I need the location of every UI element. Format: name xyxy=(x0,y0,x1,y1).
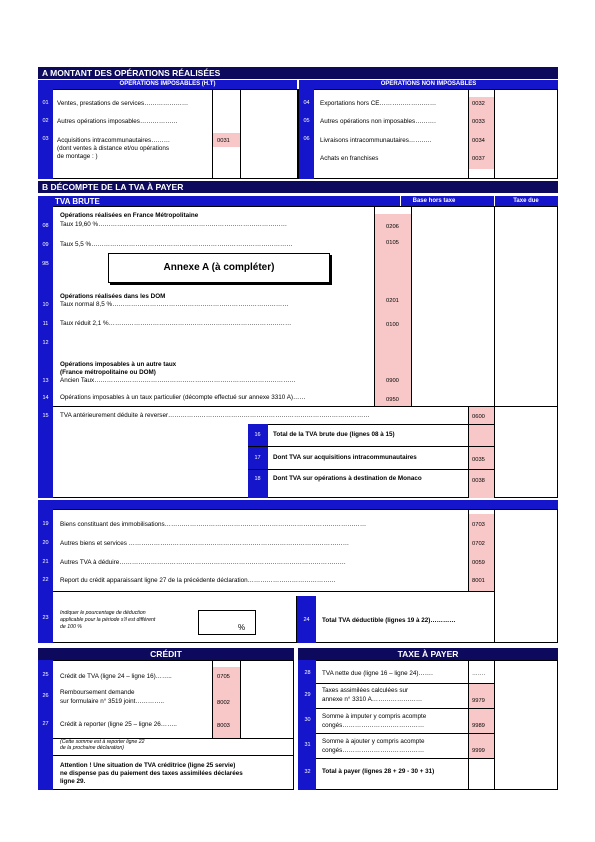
row-03-code: 0031 xyxy=(217,138,230,144)
deductible-header xyxy=(38,500,558,509)
tva-brute-header xyxy=(38,196,558,206)
row-04-code: 0032 xyxy=(472,101,485,107)
row-31-label: Somme à ajouter y compris acompte xyxy=(322,738,425,745)
row-27-code: 8003 xyxy=(217,723,230,729)
row-06-code: 0034 xyxy=(472,138,485,144)
row-22-num: 22 xyxy=(38,574,53,587)
row-27-label: Crédit à reporter (ligne 25 – ligne 26…….. xyxy=(60,721,177,728)
row-25-label: Crédit de TVA (ligne 24 – ligne 16)…….. xyxy=(60,673,172,680)
row-21-label: Autres TVA à déduire……………………………………………………………………………………………… xyxy=(60,559,346,566)
row-14-num: 14 xyxy=(38,392,53,405)
row-15-label: TVA antérieurement déduite à reverser…………………………………………………………………………………… xyxy=(60,412,370,419)
row-01-num: 01 xyxy=(38,97,53,110)
row-09-num: 09 xyxy=(38,239,53,252)
row-06-num: 06 xyxy=(299,133,314,146)
row-17-num: 17 xyxy=(250,452,265,465)
col-right-title: OPÉRATIONS NON IMPOSABLES xyxy=(380,81,477,87)
pct-note3: de 100 % xyxy=(60,624,82,630)
row-06-label: Livraisons intracommunautaires……….. xyxy=(320,137,432,144)
row-15-code: 0600 xyxy=(472,414,485,420)
credit-warn2: ne dispense pas du paiement des taxes assimilées déclarées xyxy=(60,770,243,777)
row-19-code: 0703 xyxy=(472,522,485,528)
row-14-code: 0950 xyxy=(386,397,399,403)
row-21-code: 0059 xyxy=(472,560,485,566)
autre-title: Opérations imposables à un autre taux xyxy=(60,361,177,368)
row-9b-num: 9B xyxy=(38,258,53,271)
row-11-code: 0100 xyxy=(386,322,399,328)
row-29-code: 9979 xyxy=(472,698,485,704)
row-28-code: ……. xyxy=(472,671,486,677)
row-19-label: Biens constituant des immobilisations…………………………………………………………………………………… xyxy=(60,521,367,528)
pct-note1: Indiquer le pourcentage de déduction xyxy=(60,610,146,616)
autre-sub: (France métropolitaine ou DOM) xyxy=(60,369,156,376)
row-10-label: Taux normal 8,5 %………………………………………………………………………… xyxy=(60,301,289,308)
row-30-label2: congés………………………………… xyxy=(322,722,425,729)
row-16-num: 16 xyxy=(250,429,265,442)
row-18-num: 18 xyxy=(250,473,265,486)
row-31-code: 9999 xyxy=(472,748,485,754)
row-29-label: Taxes assimilées calculées sur xyxy=(322,687,409,694)
row-04-label: Exportations hors CE……………………… xyxy=(320,100,437,107)
taxe-due-title: Taxe due xyxy=(513,198,539,204)
row-15-num: 15 xyxy=(38,410,53,423)
row-03-note2: de montage : ) xyxy=(57,153,98,160)
row-29-num: 29 xyxy=(300,689,315,702)
dom-title: Opérations réalisées dans les DOM xyxy=(60,293,166,300)
row-04-num: 04 xyxy=(299,97,314,110)
row-03-note: (dont ventes à distance et/ou opérations xyxy=(57,145,170,152)
row-05-code: 0033 xyxy=(472,119,485,125)
row-13-label: Ancien Taux…………………………………………………………………………………… xyxy=(60,377,296,384)
row-11-label: Taux réduit 2,1 %…………………………………………………………………………… xyxy=(60,320,292,327)
credit-note2: de la prochaine déclaration) xyxy=(60,745,125,751)
credit-note1: (Cette somme est à reporter ligne 22 xyxy=(60,739,145,745)
row-13-code: 0900 xyxy=(386,378,399,384)
row-28-label: TVA nette due (ligne 16 – ligne 24)……. xyxy=(322,670,433,677)
row-26-label2: sur formulaire n° 3519 joint………….. xyxy=(60,698,165,705)
row-02-num: 02 xyxy=(38,115,53,128)
row-25-code: 0705 xyxy=(217,674,230,680)
pct-note2: applicable pour la période s'il est différent xyxy=(60,617,156,623)
row-14-label: Opérations imposables à un taux particulier (décompte effectué sur annexe 3310 A)…… xyxy=(60,394,306,401)
row-28-num: 28 xyxy=(300,667,315,680)
row-01-label: Ventes, prestations de services………………… xyxy=(57,100,189,107)
credit-warn3: ligne 29. xyxy=(60,778,86,785)
base-ht-title: Base hors taxe xyxy=(412,198,456,204)
row-24-label: Total TVA déductible (lignes 19 à 22)………… xyxy=(322,617,456,624)
row-22-code: 8001 xyxy=(472,578,485,584)
pct-sign: % xyxy=(238,623,246,632)
row-17-code: 0035 xyxy=(472,457,485,463)
row-27-num: 27 xyxy=(38,718,53,731)
row-32-label: Total à payer (lignes 28 + 29 - 30 + 31) xyxy=(322,768,435,775)
row-franchise-code: 0037 xyxy=(472,156,485,162)
row-26-code: 8002 xyxy=(217,700,230,706)
section-b-title: B DÉCOMPTE DE LA TVA À PAYER xyxy=(42,182,184,192)
row-18-code: 0038 xyxy=(472,478,485,484)
row-32-num: 32 xyxy=(300,766,315,779)
pct-input[interactable] xyxy=(198,610,256,635)
row-18-label: Dont TVA sur opérations à destination de Monaco xyxy=(273,475,422,482)
row-12-num: 12 xyxy=(38,337,53,350)
row-08-label: Taux 19,60 %……………………………………………………………………………… xyxy=(60,221,288,228)
row-03-num: 03 xyxy=(38,133,53,146)
taxe-title: TAXE À PAYER xyxy=(397,649,459,659)
row-20-num: 20 xyxy=(38,537,53,550)
row-13-num: 13 xyxy=(38,375,53,388)
row-30-num: 30 xyxy=(300,714,315,727)
row-10-code: 0201 xyxy=(386,298,399,304)
row-09-label: Taux 5,5 %…………………………………………………………………………………… xyxy=(60,241,293,248)
row-30-code: 9989 xyxy=(472,723,485,729)
row-25-num: 25 xyxy=(38,669,53,682)
row-26-label: Remboursement demande xyxy=(60,689,135,696)
row-20-label: Autres biens et services …………………………………………………………………………………………… xyxy=(60,540,349,547)
row-08-code: 0206 xyxy=(386,224,399,230)
credit-title: CRÉDIT xyxy=(150,649,182,659)
col-left-title: OPÉRATIONS IMPOSABLES (H.T) xyxy=(119,81,216,87)
row-21-num: 21 xyxy=(38,556,53,569)
row-26-num: 26 xyxy=(38,690,53,703)
row-08-num: 08 xyxy=(38,220,53,233)
annexe-label: Annexe A (à compléter) xyxy=(163,262,275,273)
row-franchise-label: Achats en franchises xyxy=(320,155,379,162)
section-a-title: A MONTANT DES OPÉRATIONS RÉALISÉES xyxy=(42,68,221,78)
row-31-num: 31 xyxy=(300,739,315,752)
row-29-label2: annexe n° 3310 A…………………… xyxy=(322,696,423,703)
row-11-num: 11 xyxy=(38,318,53,331)
row-20-code: 0702 xyxy=(472,541,485,547)
row-31-label2: congés………………………………… xyxy=(322,747,425,754)
metro-title: Opérations réalisées en France Métropolitaine xyxy=(60,212,199,219)
row-03-label: Acquisitions intracommunautaires……… xyxy=(57,137,171,144)
row-24-num: 24 xyxy=(299,614,314,627)
row-22-label: Report du crédit apparaissant ligne 27 de la précédente déclaration…………………………………… xyxy=(60,577,336,584)
row-02-label: Autres opérations imposables……………… xyxy=(57,118,178,125)
row-19-num: 19 xyxy=(38,518,53,531)
row-30-label: Somme à imputer y compris acompte xyxy=(322,713,427,720)
credit-warn1: Attention ! Une situation de TVA créditrice (ligne 25 servie) xyxy=(60,762,236,769)
row-17-label: Dont TVA sur acquisitions intracommunautaires xyxy=(273,454,417,461)
row-05-num: 05 xyxy=(299,115,314,128)
row-10-num: 10 xyxy=(38,299,53,312)
row-09-code: 0105 xyxy=(386,240,399,246)
tva-brute-title: TVA BRUTE xyxy=(55,197,100,206)
row-05-label: Autres opérations non imposables………. xyxy=(320,118,436,125)
row-23-num: 23 xyxy=(38,612,53,625)
row-16-label: Total de la TVA brute due (lignes 08 à 15) xyxy=(273,431,395,438)
